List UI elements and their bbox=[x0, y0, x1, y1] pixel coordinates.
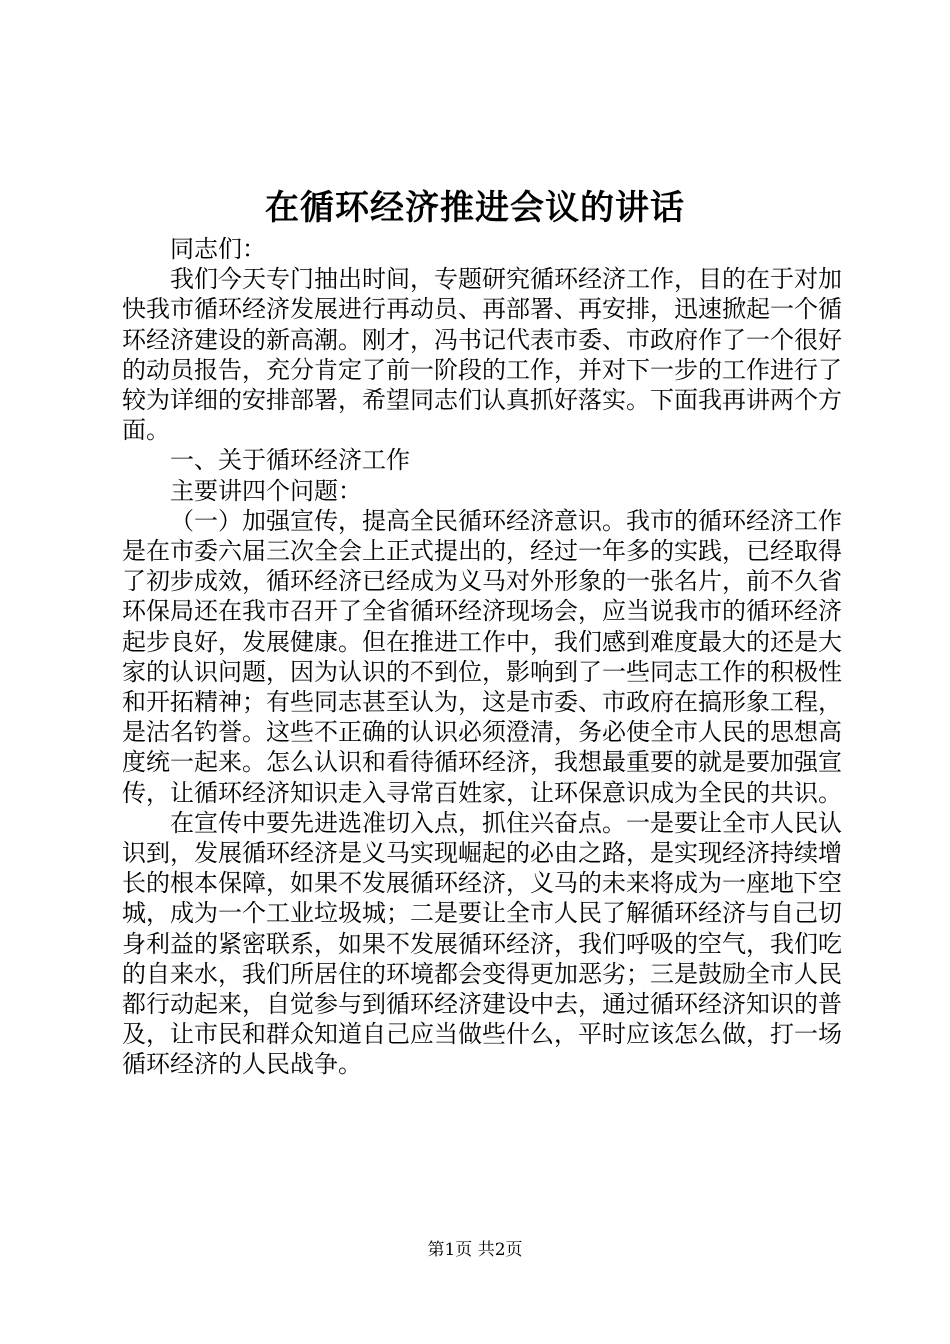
document-title: 在循环经济推进会议的讲话 bbox=[265, 188, 685, 228]
point-one-paragraph: （一）加强宣传，提高全民循环经济意识。我市的循环经济工作是在市委六届三次全会上正式提出的，经过一年多的实践，已经取得了初步成效，循环经济已经成为义马对外形象的一张名片，前不久省环保局还在我市召开了全省循环经济现场会，应当说我市的循环经济起步良好，发展健康。但在推进工作中，我们感到难度最大的还是大家的认识问题，因为认识的不到位，影响到了一些同志工作的积极性和开拓精神；有些同志甚至认为，这是市委、市政府在搞形象工程，是沽名钓誉。这些不正确的认识必须澄清，务必使全市人民的思想高度统一起来。怎么认识和看待循环经济，我想最重要的就是要加强宣传，让循环经济知识走入寻常百姓家，让环保意识成为全民的共识。 bbox=[122, 506, 842, 807]
section-heading-1: 一、关于循环经济工作 bbox=[170, 446, 410, 475]
topic-lead-paragraph: 主要讲四个问题： bbox=[170, 476, 362, 505]
publicity-paragraph: 在宣传中要先进选准切入点，抓住兴奋点。一是要让全市人民认识到，发展循环经济是义马实现崛起的必由之路，是实现经济持续增长的根本保障，如果不发展循环经济，义马的未来将成为一座地下空城，成为一个工业垃圾城；二是要让全市人民了解循环经济与自己切身利益的紧密联系，如果不发展循环经济，我们呼吸的空气，我们吃的自来水，我们所居住的环境都会变得更加恶劣；三是鼓励全市人民都行动起来，自觉参与到循环经济建设中去，通过循环经济知识的普及，让市民和群众知道自己应当做些什么，平时应该怎么做，打一场循环经济的人民战争。 bbox=[122, 808, 842, 1079]
intro-paragraph: 我们今天专门抽出时间，专题研究循环经济工作，目的在于对加快我市循环经济发展进行再动员、再部署、再安排，迅速掀起一个循环经济建设的新高潮。刚才，冯书记代表市委、市政府作了一个很好的动员报告，充分肯定了前一阶段的工作，并对下一步的工作进行了较为详细的安排部署，希望同志们认真抓好落实。下面我再讲两个方面。 bbox=[122, 265, 842, 445]
document-body bbox=[122, 234, 842, 1080]
page-number-footer: 第1页 共2页 bbox=[427, 1240, 523, 1260]
salutation-paragraph: 同志们： bbox=[170, 235, 266, 263]
